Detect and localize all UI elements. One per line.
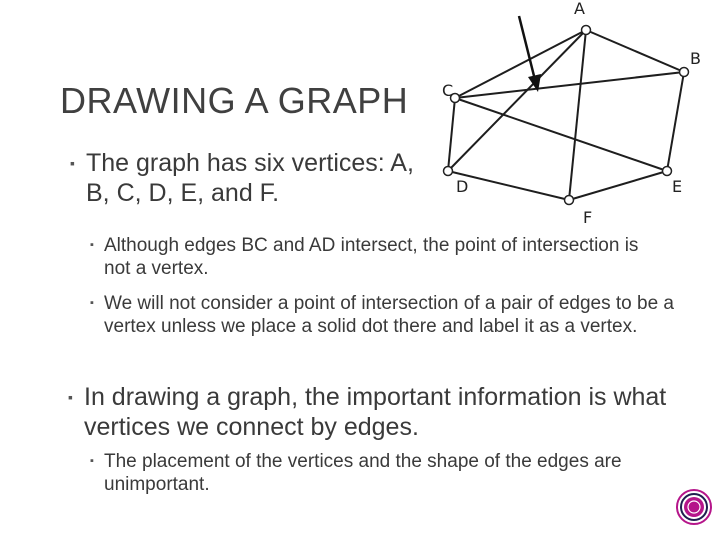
graph-edges (448, 30, 684, 200)
vertex-A (582, 26, 591, 35)
graph-vertex-labels (442, 0, 701, 227)
vertex-B (680, 68, 689, 77)
vertex-D (444, 167, 453, 176)
navigation-circle-icon[interactable] (675, 488, 713, 526)
bullet-vertices-text: The graph has six vertices: A, B, C, D, E, and F. (86, 149, 414, 207)
vertex-label-D: D (456, 177, 469, 196)
edge-C-D (448, 98, 455, 171)
edge-A-D (448, 30, 586, 171)
bullet-vertices (70, 148, 431, 208)
vertex-F (565, 196, 574, 205)
vertex-label-A: A (574, 0, 585, 18)
sub-bullet-intersection (90, 234, 644, 280)
sub-bullet-placement (90, 450, 664, 496)
edge-E-F (569, 171, 667, 200)
vertex-label-B: B (690, 49, 701, 68)
square-bullet-icon: ▪ (90, 455, 94, 467)
square-bullet-icon: ▪ (90, 239, 94, 251)
sub-bullet-placement-text: The placement of the vertices and the shape of the edges are unimportant. (104, 451, 622, 495)
graph-vertices (444, 26, 689, 205)
vertex-label-C: C (442, 81, 454, 100)
sub-bullet-vertex-rule-text: We will not consider a point of intersection of a pair of edges to be a vertex unless we place a solid dot there and label it as a vertex. (104, 293, 674, 337)
vertex-E (663, 167, 672, 176)
edge-A-C (455, 30, 586, 98)
bullet-important-info-text: In drawing a graph, the important information is what vertices we connect by edges. (84, 383, 667, 441)
vertex-label-E: E (672, 177, 683, 196)
bullet-important-info (68, 382, 684, 442)
sub-bullet-intersection-text: Although edges BC and AD intersect, the point of intersection is not a vertex. (104, 235, 639, 279)
square-bullet-icon: ▪ (70, 155, 75, 171)
sub-bullet-vertex-rule (90, 292, 684, 338)
edge-B-E (667, 72, 684, 171)
edge-C-E (455, 98, 667, 171)
square-bullet-icon: ▪ (90, 297, 94, 309)
edge-B-C (455, 72, 684, 98)
edge-A-F (569, 30, 586, 200)
edge-A-B (586, 30, 684, 72)
square-bullet-icon: ▪ (68, 389, 73, 405)
vertex-label-F: F (583, 208, 593, 227)
slide-title: DRAWING A GRAPH (60, 80, 409, 121)
